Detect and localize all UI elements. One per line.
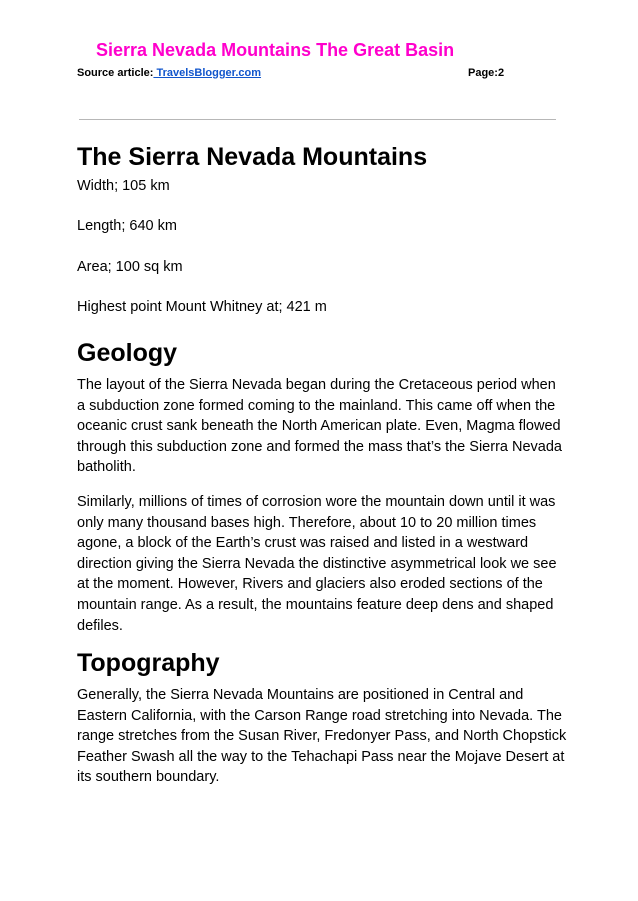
stat-area: Area; 100 sq km — [77, 259, 183, 275]
source-link[interactable]: TravelsBlogger.com — [153, 67, 262, 79]
geology-heading: Geology — [77, 339, 178, 367]
stat-highest-point: Highest point Mount Whitney at; 421 m — [77, 299, 327, 315]
document-title: Sierra Nevada Mountains The Great Basin — [96, 40, 455, 60]
topography-paragraph-1: Generally, the Sierra Nevada Mountains are positioned in Central and Eastern California, with the Carson Range road stretching into Nevada. The range stretches from the Susan River, Fredonyer Pass, and North Chopstick Feather Swash all the way to the Tehachapi Pass near the Mojave Desert at its southern boundary. — [77, 687, 567, 786]
topography-heading: Topography — [77, 649, 220, 677]
stat-length: Length; 640 km — [77, 218, 177, 234]
geology-paragraph-1: The layout of the Sierra Nevada began during the Cretaceous period when a subduction zone formed coming to the mainland. This came off when the oceanic crust sank beneath the North American plate. Even, Magma flowed through this subduction zone and formed the mass that’s the Sierra Nevada batholith. — [77, 377, 562, 476]
header-divider — [79, 119, 556, 120]
geology-paragraph-2: Similarly, millions of times of corrosion wore the mountain down until it was only many thousand bases high. Therefore, about 10 to 20 million times agone, a block of the Earth’s crust was raised and listed in a westward direction giving the Sierra Nevada the distinctive asymmetrical look we see at the moment. However, Rivers and glaciers also eroded sections of the mountain range. As a result, the mountains feature deep dens and shaped defiles. — [77, 494, 557, 634]
source-line — [77, 66, 261, 80]
source-label: Source article: — [77, 67, 154, 79]
page-number: Page:2 — [468, 67, 505, 79]
stat-width: Width; 105 km — [77, 178, 170, 194]
main-heading: The Sierra Nevada Mountains — [77, 143, 428, 171]
